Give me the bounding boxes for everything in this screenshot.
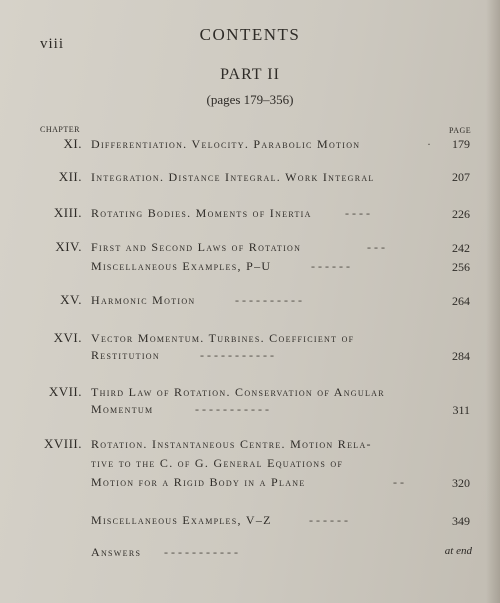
chapter-column-header: CHAPTER bbox=[40, 125, 80, 134]
toc-page-number: 264 bbox=[452, 294, 470, 308]
toc-page-number: 179 bbox=[452, 137, 470, 151]
toc-leader-dots: - - - - - - - - - - - bbox=[200, 348, 274, 362]
toc-page-number: 256 bbox=[452, 260, 470, 274]
toc-chapter-title: Rotating Bodies. Moments of Inertia bbox=[91, 206, 312, 220]
toc-answers-title: Answers bbox=[91, 545, 142, 559]
toc-leader-dots: - - bbox=[393, 475, 404, 489]
toc-leader-dots: - - - - - - bbox=[311, 259, 350, 273]
toc-page-number: 226 bbox=[452, 207, 470, 221]
toc-chapter-title-continued: Momentum bbox=[91, 402, 154, 416]
toc-chapter-number: XVII. bbox=[48, 384, 82, 399]
toc-leader-dots: - - - - bbox=[345, 206, 370, 220]
toc-chapter-title: Harmonic Motion bbox=[91, 293, 196, 307]
toc-leader-dots: - - - - - - - - - - bbox=[235, 293, 302, 307]
toc-page-number: 242 bbox=[452, 241, 470, 255]
toc-leader-dots: - - - bbox=[367, 240, 385, 254]
toc-chapter-title-continued: Restitution bbox=[91, 348, 160, 362]
toc-chapter-title: First and Second Laws of Rotation bbox=[91, 240, 302, 254]
toc-chapter-title: Differentiation. Velocity. Parabolic Motion bbox=[91, 137, 361, 151]
toc-chapter-title: Vector Momentum. Turbines. Coefficient of bbox=[91, 331, 355, 345]
toc-page-number: 320 bbox=[452, 476, 470, 490]
toc-leader-dots: - - - - - - - - - - - bbox=[164, 545, 238, 559]
toc-leader-dots: - - - - - - bbox=[309, 513, 348, 527]
toc-chapter-title: Rotation. Instantaneous Centre. Motion Rela- bbox=[91, 437, 372, 451]
toc-section-title: Miscellaneous Examples, P–U bbox=[91, 259, 272, 273]
part-title: PART II bbox=[220, 66, 280, 83]
toc-chapter-title-continued: Motion for a Rigid Body in a Plane bbox=[91, 475, 306, 489]
page-column-header: PAGE bbox=[449, 126, 472, 135]
toc-page-number: 207 bbox=[452, 170, 470, 184]
toc-chapter-number: XVIII. bbox=[43, 436, 82, 451]
running-head: CONTENTS bbox=[199, 25, 301, 44]
toc-page-number: 349 bbox=[452, 514, 470, 528]
toc-chapter-number: XIII. bbox=[53, 205, 82, 220]
page-edge-shadow bbox=[486, 0, 500, 603]
toc-chapter-title: Integration. Distance Integral. Work Integral bbox=[91, 170, 375, 184]
toc-page-number: 284 bbox=[452, 349, 470, 363]
toc-page-number: 311 bbox=[452, 403, 470, 417]
toc-chapter-number: XI. bbox=[63, 136, 82, 151]
toc-misc-title: Miscellaneous Examples, V–Z bbox=[91, 513, 272, 527]
toc-chapter-title-continued: tive to the C. of G. General Equations of bbox=[91, 456, 344, 470]
toc-chapter-number: XV. bbox=[60, 292, 82, 307]
toc-page-number: at end bbox=[444, 545, 472, 557]
toc-leader-dots: - - - - - - - - - - - bbox=[195, 402, 269, 416]
toc-chapter-title: Third Law of Rotation. Conservation of Angular bbox=[91, 385, 385, 399]
part-page-range: (pages 179–356) bbox=[206, 92, 294, 107]
toc-leader-dots: · bbox=[427, 137, 431, 151]
toc-chapter-number: XII. bbox=[58, 169, 82, 184]
toc-chapter-number: XVI. bbox=[53, 330, 82, 345]
toc-chapter-number: XIV. bbox=[55, 239, 82, 254]
page-number: viii bbox=[40, 36, 65, 52]
